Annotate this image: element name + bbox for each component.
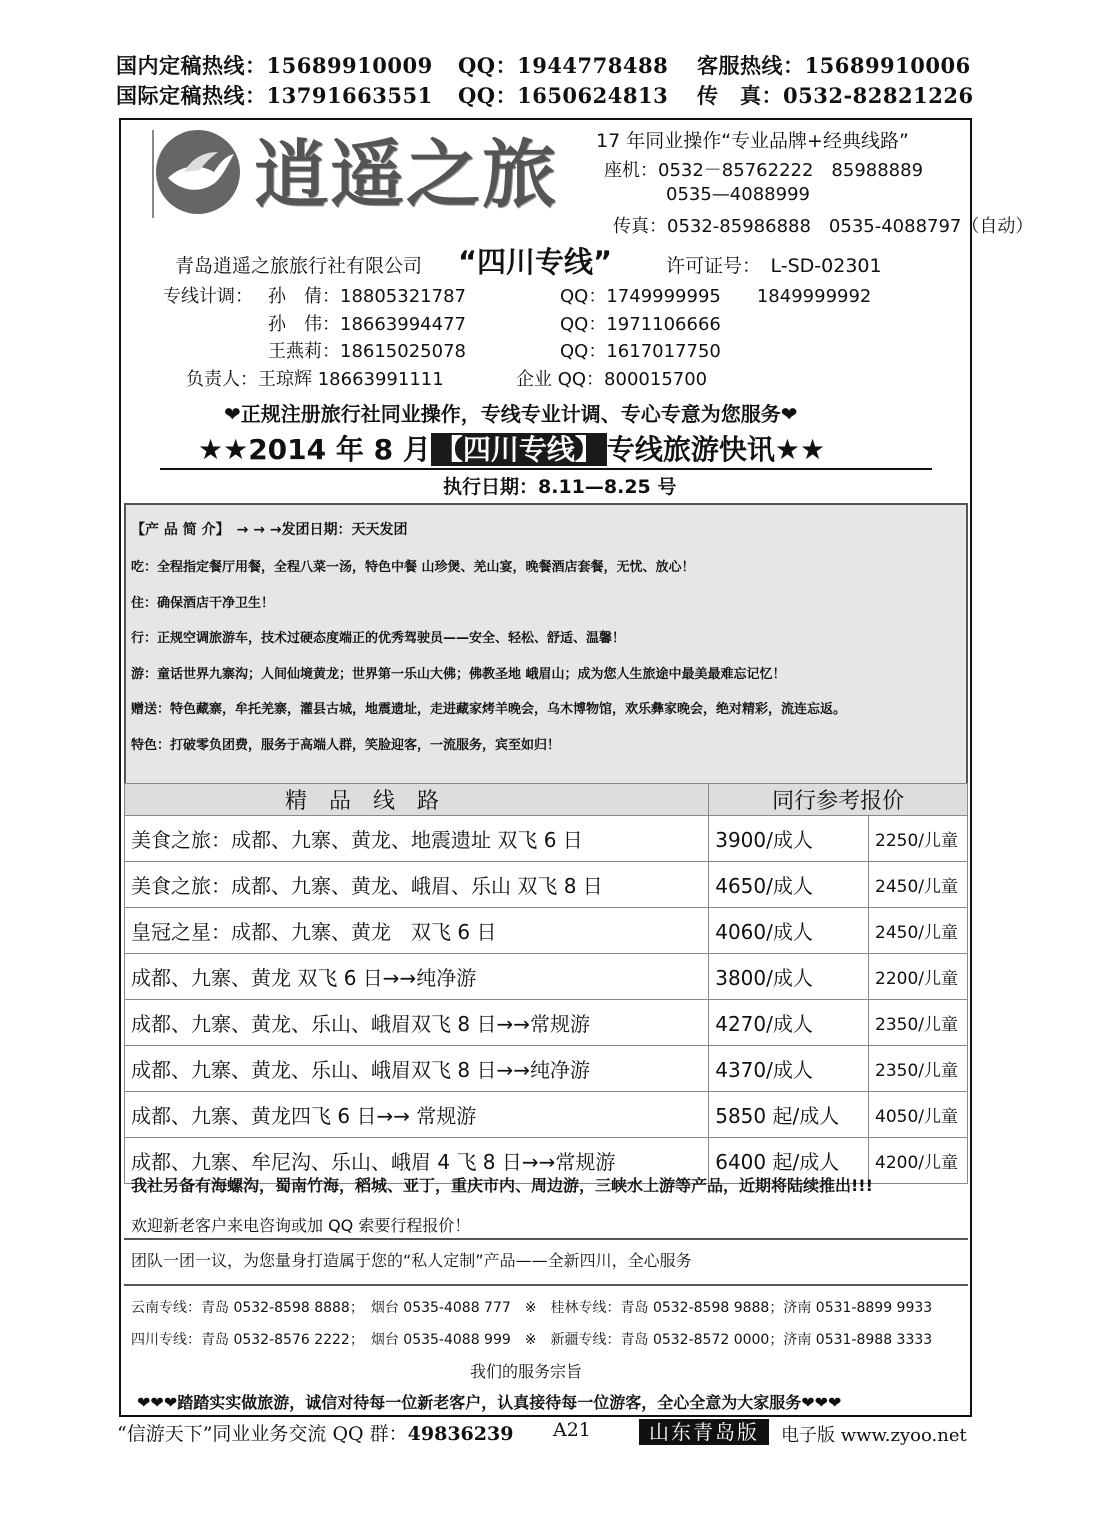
table-header	[125, 784, 968, 816]
flyer-title	[198, 428, 825, 468]
adult-price-cell: 4370/成人	[709, 1046, 869, 1092]
route-cell: 成都、九寨、牟尼沟、乐山、峨眉 4 飞 8 日→→常规游	[125, 1138, 709, 1184]
child-price-cell: 2250/儿童	[869, 816, 968, 862]
landline-label: 座机：	[604, 160, 658, 181]
intro-tour: 游：童话世界九寨沟；人间仙境黄龙；世界第一乐山大佛；佛教圣地 峨眉山；成为您人生旅途中最美最难忘记忆！	[131, 667, 786, 682]
route-cell: 成都、九寨、黄龙 双飞 6 日→→纯净游	[125, 954, 709, 1000]
route-cell: 成都、九寨、黄龙、乐山、峨眉双飞 8 日→→纯净游	[125, 1046, 709, 1092]
landline-numbers: 0532－85762222 85988889	[658, 160, 924, 181]
contact-phone: 18663994477	[340, 314, 466, 335]
footer-group	[117, 1419, 513, 1446]
qq-2	[458, 80, 668, 110]
table-row	[125, 816, 968, 862]
license-number: 许可证号： L-SD-02301	[666, 255, 882, 277]
adult-price-cell: 4060/成人	[709, 908, 869, 954]
qq-2-label: QQ：	[458, 83, 518, 108]
section-divider	[124, 1238, 968, 1240]
qq-2-number: 1650624813	[517, 83, 669, 108]
contact-name: 孙 倩：	[268, 286, 340, 307]
table-row	[125, 1092, 968, 1138]
contact-name: 王燕莉：	[268, 341, 340, 362]
contact-phone: 18805321787	[340, 286, 466, 307]
child-price-cell: 4200/儿童	[869, 1138, 968, 1184]
execution-dates: 执行日期：8.11—8.25 号	[443, 476, 677, 498]
child-price-cell: 2350/儿童	[869, 1046, 968, 1092]
line-name: “四川专线”	[458, 245, 613, 279]
contact-qq: QQ：1617017750	[560, 341, 721, 362]
service-tenet: ❤❤❤踏踏实实做旅游，诚信对待每一位新老客户，认真接待每一位游客，全心全意为大家服务❤❤❤	[137, 1393, 842, 1412]
intl-hotline-label: 国际定稿热线：	[116, 83, 267, 108]
dove-logo-icon	[154, 128, 242, 216]
landline	[604, 156, 923, 182]
brand-name: 逍遥之旅	[254, 132, 558, 218]
welcome-note: 欢迎新老客户来电咨询或加 QQ 索要行程报价！	[131, 1216, 471, 1235]
contact-row	[268, 337, 466, 363]
route-cell: 美食之旅：成都、九寨、黄龙、峨眉、乐山 双飞 8 日	[125, 862, 709, 908]
adult-price-cell: 4650/成人	[709, 862, 869, 908]
service-hotline-label: 客服热线：	[697, 53, 805, 78]
route-cell: 成都、九寨、黄龙四飞 6 日→→ 常规游	[125, 1092, 709, 1138]
table-row	[125, 908, 968, 954]
route-cell: 美食之旅：成都、九寨、黄龙、地震遗址 双飞 6 日	[125, 816, 709, 862]
qq-1	[458, 50, 668, 80]
fax-hotline-label: 传 真：	[697, 83, 783, 108]
tenet-title: 我们的服务宗旨	[470, 1362, 583, 1381]
brand-tagline: 17 年同业操作“专业品牌+经典线路”	[596, 130, 909, 152]
manager-value: 王琼辉 18663991111	[258, 369, 444, 390]
region-label: 山东青岛版	[639, 1419, 769, 1445]
table-row	[125, 862, 968, 908]
contact-name: 孙 伟：	[268, 314, 340, 335]
title-date: ★★2014 年 8 月	[198, 433, 431, 466]
route-cell: 皇冠之星：成都、九寨、黄龙 双飞 6 日	[125, 908, 709, 954]
qq-1-number: 1944778488	[517, 53, 669, 78]
table-row	[125, 1000, 968, 1046]
corp-qq: 企业 QQ：800015700	[516, 369, 708, 390]
service-slogan: ❤正规注册旅行社同业操作，专线专业计调、专心专意为您服务❤	[224, 402, 798, 426]
contact-row	[268, 310, 466, 336]
child-price-cell: 2350/儿童	[869, 1000, 968, 1046]
sichuan-line: 四川专线：青岛 0532-8576 2222； 烟台 0535-4088 999 ※ 新疆专线：青岛 0532-8572 0000；济南 0531-8988 3333	[131, 1332, 933, 1348]
price-column-header: 同行参考报价	[709, 784, 968, 816]
contact-qq: QQ：1749999995 1849999992	[560, 286, 872, 307]
qq-1-label: QQ：	[458, 53, 518, 78]
page-number: A21	[553, 1419, 591, 1441]
footer-group-label: “信游天下”同业业务交流 QQ 群：	[117, 1423, 408, 1445]
service-hotline-phone: 15689910006	[804, 53, 971, 78]
route-cell: 成都、九寨、黄龙、乐山、峨眉双飞 8 日→→常规游	[125, 1000, 709, 1046]
service-hotline	[697, 50, 971, 80]
adult-price-cell: 4270/成人	[709, 1000, 869, 1046]
yunnan-line: 云南专线：青岛 0532-8598 8888； 烟台 0535-4088 777 ※ 桂林专线：青岛 0532-8598 9888；济南 0531-8899 9933	[131, 1300, 933, 1316]
adult-price-cell: 6400 起/成人	[709, 1138, 869, 1184]
price-table	[124, 783, 968, 1184]
intro-stay: 住：确保酒店干净卫生！	[131, 596, 275, 611]
contact-row	[268, 282, 466, 308]
more-products: 我社另备有海螺沟，蜀南竹海，稻城、亚丁，重庆市内、周边游，三峡水上游等产品，近期将陆续推出!!!	[131, 1176, 873, 1195]
intl-hotline	[116, 80, 433, 110]
table-row	[125, 954, 968, 1000]
section-divider	[124, 1284, 968, 1286]
title-suffix: 专线旅游快讯★★	[606, 433, 826, 466]
intro-heading: 【产 品 简 介】 → → →发团日期：天天发团	[131, 522, 408, 538]
contact-qq: QQ：1971106666	[560, 314, 721, 335]
fax-line: 传真：0532-85986888 0535-4088797（自动）	[613, 216, 1034, 237]
domestic-hotline-label: 国内定稿热线：	[116, 53, 267, 78]
domestic-hotline-phone: 15689910009	[266, 53, 433, 78]
intro-eat: 吃：全程指定餐厅用餐，全程八菜一汤，特色中餐 山珍煲、羌山宴，晚餐酒店套餐，无忧、放心！	[131, 560, 695, 575]
adult-price-cell: 3800/成人	[709, 954, 869, 1000]
adult-price-cell: 3900/成人	[709, 816, 869, 862]
manager	[186, 365, 444, 391]
title-line-box: 【四川专线】	[431, 433, 607, 466]
fax-hotline-number: 0532-82821226	[783, 83, 974, 108]
child-price-cell: 2200/儿童	[869, 954, 968, 1000]
child-price-cell: 2450/儿童	[869, 862, 968, 908]
child-price-cell: 4050/儿童	[869, 1092, 968, 1138]
table-row	[125, 1046, 968, 1092]
title-divider	[160, 468, 932, 470]
routes-column-header: 精 品 线 路	[125, 784, 709, 816]
intro-feature: 特色：打破零负团费，服务于高端人群，笑脸迎客，一流服务，宾至如归！	[131, 738, 561, 753]
company-name: 青岛逍遥之旅旅行社有限公司	[175, 255, 423, 277]
intl-hotline-phone: 13791663551	[266, 83, 433, 108]
manager-label: 负责人：	[186, 369, 258, 390]
domestic-hotline	[116, 50, 433, 80]
adult-price-cell: 5850 起/成人	[709, 1092, 869, 1138]
landline-2: 0535—4088999	[666, 184, 810, 205]
planner-label: 专线计调：	[163, 286, 253, 307]
footer-group-number: 49836239	[407, 1423, 514, 1445]
intro-travel: 行：正规空调旅游车，技术过硬态度端正的优秀驾驶员——安全、轻松、舒适、温馨！	[131, 631, 626, 646]
website-link[interactable]: 电子版 www.zyoo.net	[781, 1425, 967, 1446]
child-price-cell: 2450/儿童	[869, 908, 968, 954]
custom-note: 团队一团一议，为您量身打造属于您的“私人定制”产品——全新四川，全心服务	[131, 1251, 692, 1270]
intro-gift: 赠送：特色藏寨，牟托羌寨，灌县古城，地震遗址，走进藏家烤羊晚会，乌木博物馆，欢乐彝家晚会，绝对精彩，流连忘返。	[131, 702, 847, 717]
contact-phone: 18615025078	[340, 341, 466, 362]
fax-hotline	[697, 80, 974, 110]
